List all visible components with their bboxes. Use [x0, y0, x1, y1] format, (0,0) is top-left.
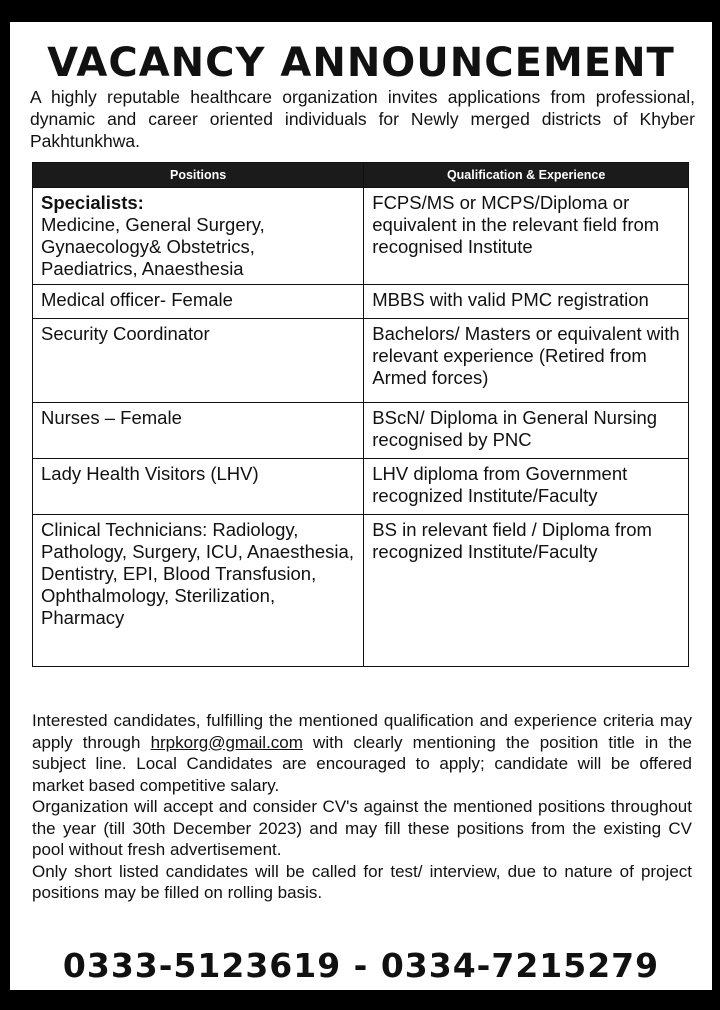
table-header-row [33, 163, 689, 188]
body-text [32, 710, 692, 904]
qualification-header: Qualification & Experience [364, 163, 689, 188]
qualification-cell: MBBS with valid PMC registration [364, 285, 689, 319]
table-row [33, 515, 689, 667]
positions-header: Positions [33, 163, 364, 188]
page-title: VACANCY ANNOUNCEMENT [47, 40, 675, 86]
position-cell: Security Coordinator [33, 319, 364, 403]
position-text: Medicine, General Surgery, Gynaecology& Obstetrics, Paediatrics, Anaesthesia [41, 214, 265, 279]
qualification-cell: BS in relevant field / Diploma from recognized Institute/Faculty [364, 515, 689, 667]
position-heading: Specialists: [41, 192, 144, 213]
position-cell: Nurses – Female [33, 403, 364, 459]
qualification-cell: Bachelors/ Masters or equivalent with relevant experience (Retired from Armed forces) [364, 319, 689, 403]
shortlist-paragraph: Only short listed candidates will be called for test/ interview, due to nature of project positions may be filled on rolling basis. [32, 861, 692, 902]
table-row [33, 403, 689, 459]
position-cell: Clinical Technicians: Radiology, Pathology, Surgery, ICU, Anaesthesia, Dentistry, EPI, Blood Transfusion, Ophthalmology, Sterilization, Pharmacy [33, 515, 364, 667]
vacancy-table [32, 162, 689, 667]
intro-text: A highly reputable healthcare organization invites applications from professional, dynamic and career oriented individuals for Newly merged districts of Khyber Pakhtunkhwa. [30, 87, 695, 151]
qualification-cell: LHV diploma from Government recognized Institute/Faculty [364, 459, 689, 515]
qualification-cell: FCPS/MS or MCPS/Diploma or equivalent in the relevant field from recognised Institute [364, 188, 689, 285]
contact-phones: 0333-5123619 - 0334-7215279 [62, 946, 660, 985]
table-row [33, 188, 689, 285]
position-cell: Lady Health Visitors (LHV) [33, 459, 364, 515]
cv-paragraph: Organization will accept and consider CV's against the mentioned positions throughout the year (till 30th December 2023) and may fill these positions from the existing CV pool without fresh advertisement. [32, 797, 692, 859]
position-cell [33, 188, 364, 285]
application-paragraph: Interested candidates, fulfilling the mentioned qualification and experience criteria may apply through hrpkorg@gmail.com with clearly mentioning the position title in the subject line. Local Candidates are encouraged to apply; candidate will be offered market based competitive salary. [32, 711, 693, 795]
email-link[interactable]: hrpkorg@gmail.com [150, 732, 303, 752]
qualification-cell: BScN/ Diploma in General Nursing recognised by PNC [364, 403, 689, 459]
table-row [33, 319, 689, 403]
table-row [33, 285, 689, 319]
table-row [33, 459, 689, 515]
announcement-page [10, 22, 712, 990]
position-cell: Medical officer- Female [33, 285, 364, 319]
